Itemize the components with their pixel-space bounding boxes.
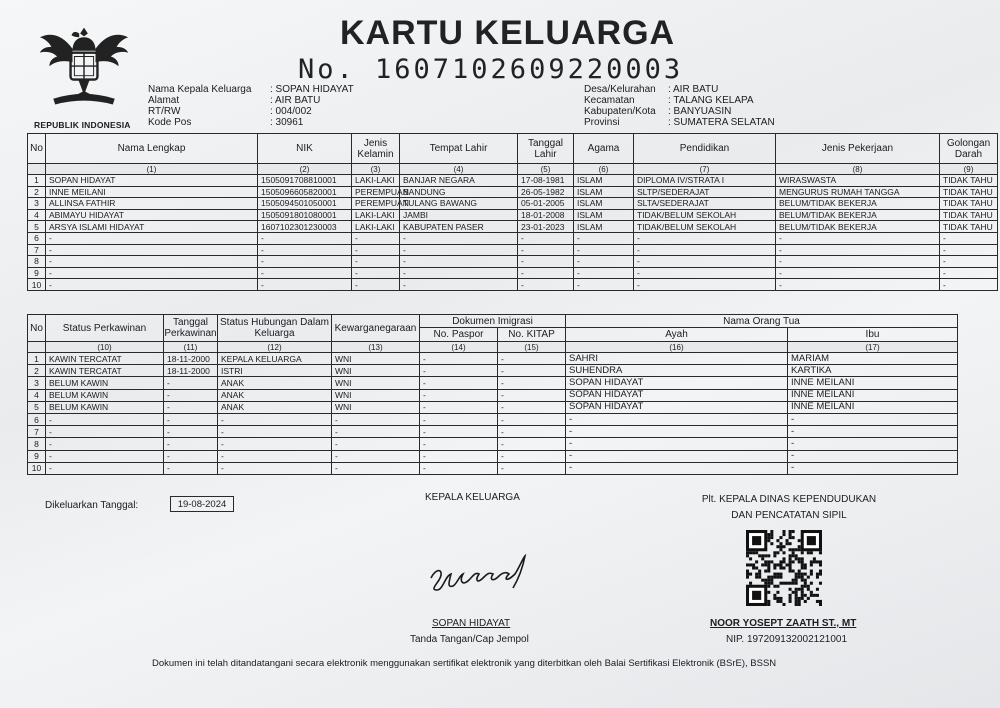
- table-cell: 10: [28, 462, 46, 474]
- table-cell: -: [46, 450, 164, 462]
- table-cell: -: [940, 244, 998, 256]
- table-cell: -: [164, 389, 218, 401]
- table-row: [28, 353, 958, 365]
- table-cell: 1: [28, 175, 46, 187]
- page-title: KARTU KELUARGA: [340, 14, 676, 52]
- table-cell: -: [634, 267, 776, 279]
- table-cell: -: [940, 279, 998, 291]
- col-header: Status Hubungan Dalam Keluarga: [218, 315, 332, 342]
- index-row: [28, 164, 998, 175]
- table-cell: -: [498, 426, 566, 438]
- table-cell: -: [566, 413, 788, 425]
- index-cell: [28, 164, 46, 175]
- index-row: [28, 342, 958, 353]
- table-cell: 2: [28, 365, 46, 377]
- table-cell: -: [776, 256, 940, 268]
- table-cell: -: [788, 462, 958, 474]
- table-cell: LAKI-LAKI: [352, 221, 400, 233]
- table-cell: -: [46, 244, 258, 256]
- table-row: [28, 413, 958, 425]
- index-cell: (6): [574, 164, 634, 175]
- table-cell: ISLAM: [574, 186, 634, 198]
- table-row: [28, 198, 998, 210]
- table-cell: 6: [28, 413, 46, 425]
- table-cell: -: [258, 256, 352, 268]
- table-cell: 2: [28, 186, 46, 198]
- table-cell: TULANG BAWANG: [400, 198, 518, 210]
- table-cell: -: [776, 232, 940, 244]
- table-cell: BELUM/TIDAK BEKERJA: [776, 209, 940, 221]
- family-members-table: [27, 133, 998, 291]
- table-cell: -: [498, 365, 566, 377]
- col-header: Pendidikan: [634, 134, 776, 164]
- col-header: Ibu: [788, 328, 958, 342]
- table-cell: -: [566, 462, 788, 474]
- index-cell: (9): [940, 164, 998, 175]
- table-cell: LAKI-LAKI: [352, 175, 400, 187]
- table-cell: -: [776, 244, 940, 256]
- table-row: [28, 244, 998, 256]
- table-row: [28, 256, 998, 268]
- table-cell: TIDAK/BELUM SEKOLAH: [634, 221, 776, 233]
- index-cell: (12): [218, 342, 332, 353]
- table-row: [28, 267, 998, 279]
- table-cell: -: [258, 279, 352, 291]
- table-cell: -: [218, 438, 332, 450]
- table-cell: SOPAN HIDAYAT: [46, 175, 258, 187]
- table-row: [28, 175, 998, 187]
- table-cell: -: [400, 232, 518, 244]
- table-cell: ARSYA ISLAMI HIDAYAT: [46, 221, 258, 233]
- table-cell: 23-01-2023: [518, 221, 574, 233]
- table-row: [28, 377, 958, 389]
- table-cell: 8: [28, 256, 46, 268]
- table-cell: 9: [28, 267, 46, 279]
- table-cell: -: [420, 365, 498, 377]
- family-status-body: [28, 342, 958, 475]
- table-cell: -: [420, 450, 498, 462]
- table-cell: -: [518, 267, 574, 279]
- table-cell: -: [400, 256, 518, 268]
- signature-label: Tanda Tangan/Cap Jempol: [410, 634, 529, 645]
- table-cell: -: [574, 279, 634, 291]
- table-cell: -: [498, 413, 566, 425]
- table-cell: -: [352, 256, 400, 268]
- table-cell: INNE MEILANI: [46, 186, 258, 198]
- col-header: No. KITAP: [498, 328, 566, 342]
- table-cell: -: [518, 244, 574, 256]
- table-cell: -: [332, 426, 420, 438]
- table-cell: -: [352, 279, 400, 291]
- table-cell: -: [940, 267, 998, 279]
- table-cell: -: [258, 267, 352, 279]
- table-row: [28, 279, 998, 291]
- table-cell: 17-08-1981: [518, 175, 574, 187]
- index-cell: (15): [498, 342, 566, 353]
- col-header: Nama Orang Tua: [566, 315, 958, 328]
- table-cell: -: [46, 438, 164, 450]
- table-cell: 1607102301230003: [258, 221, 352, 233]
- table-cell: -: [164, 462, 218, 474]
- table-cell: -: [164, 401, 218, 413]
- table-cell: -: [788, 450, 958, 462]
- table-cell: -: [420, 401, 498, 413]
- table-row: [28, 365, 958, 377]
- table-cell: ISLAM: [574, 209, 634, 221]
- table-cell: BANDUNG: [400, 186, 518, 198]
- table-cell: 1: [28, 353, 46, 365]
- table-cell: SAHRI: [566, 353, 788, 365]
- table-cell: TIDAK TAHU: [940, 198, 998, 210]
- electronic-signature-notice: Dokumen ini telah ditandatangani secara elektronik menggunakan sertifikat elektronik yang diterbitkan oleh Balai Sertifikasi Elektronik (BSrE), BSSN: [152, 658, 777, 669]
- header-label: Desa/Kelurahan: [584, 84, 656, 95]
- table-cell: ANAK: [218, 389, 332, 401]
- table-cell: MARIAM: [788, 353, 958, 365]
- head-of-family-label: KEPALA KELUARGA: [425, 492, 520, 503]
- table-cell: -: [420, 413, 498, 425]
- table-cell: 18-11-2000: [164, 353, 218, 365]
- issued-date-value: 19-08-2024: [170, 496, 234, 512]
- table-cell: LAKI-LAKI: [352, 209, 400, 221]
- table-cell: -: [788, 413, 958, 425]
- family-card-number: No. 1607102609220003: [298, 54, 684, 85]
- table-cell: 26-05-1982: [518, 186, 574, 198]
- table-cell: BANJAR NEGARA: [400, 175, 518, 187]
- country-label: REPUBLIK INDONESIA: [34, 120, 131, 130]
- table-cell: TIDAK TAHU: [940, 221, 998, 233]
- qr-code-icon: [746, 530, 822, 606]
- table-cell: 05-01-2005: [518, 198, 574, 210]
- table-row: [28, 221, 998, 233]
- table-cell: ISLAM: [574, 221, 634, 233]
- table-cell: PEREMPUAN: [352, 198, 400, 210]
- table-cell: ISLAM: [574, 198, 634, 210]
- index-cell: (17): [788, 342, 958, 353]
- table-cell: -: [634, 232, 776, 244]
- signature-icon: [425, 556, 555, 596]
- table-cell: 5: [28, 401, 46, 413]
- table-cell: 7: [28, 244, 46, 256]
- table-cell: -: [164, 450, 218, 462]
- table-cell: -: [46, 426, 164, 438]
- table-cell: BELUM KAWIN: [46, 401, 164, 413]
- index-cell: (11): [164, 342, 218, 353]
- table-cell: ANAK: [218, 401, 332, 413]
- table-cell: -: [400, 267, 518, 279]
- table-cell: BELUM/TIDAK BEKERJA: [776, 198, 940, 210]
- table-cell: WNI: [332, 377, 420, 389]
- table-cell: TIDAK/BELUM SEKOLAH: [634, 209, 776, 221]
- table-cell: -: [498, 462, 566, 474]
- header-label: Alamat: [148, 95, 180, 106]
- table-cell: -: [788, 426, 958, 438]
- header-value: : SOPAN HIDAYAT: [270, 84, 354, 95]
- table-cell: INNE MEILANI: [788, 377, 958, 389]
- table-cell: TIDAK TAHU: [940, 186, 998, 198]
- col-header: Nama Lengkap: [46, 134, 258, 164]
- header-label: Kabupaten/Kota: [584, 106, 656, 117]
- table-cell: SOPAN HIDAYAT: [566, 377, 788, 389]
- family-members-body: [28, 164, 998, 291]
- table-cell: -: [574, 232, 634, 244]
- table-cell: -: [420, 462, 498, 474]
- table-cell: -: [518, 256, 574, 268]
- table-cell: -: [518, 279, 574, 291]
- table-cell: 9: [28, 450, 46, 462]
- table-row: [28, 209, 998, 221]
- table-cell: -: [218, 413, 332, 425]
- table-cell: -: [498, 389, 566, 401]
- table-row: [28, 450, 958, 462]
- table-cell: -: [420, 438, 498, 450]
- index-cell: (16): [566, 342, 788, 353]
- table-cell: -: [498, 401, 566, 413]
- index-cell: (10): [46, 342, 164, 353]
- index-cell: (14): [420, 342, 498, 353]
- col-header: NIK: [258, 134, 352, 164]
- col-header: Status Perkawinan: [46, 315, 164, 342]
- header-value: : 30961: [270, 117, 304, 128]
- col-header: No: [28, 134, 46, 164]
- index-cell: (3): [352, 164, 400, 175]
- table-cell: -: [566, 438, 788, 450]
- table-cell: KEPALA KELUARGA: [218, 353, 332, 365]
- head-of-family-name: SOPAN HIDAYAT: [432, 618, 511, 629]
- table-cell: -: [164, 426, 218, 438]
- table-cell: -: [574, 256, 634, 268]
- index-cell: (2): [258, 164, 352, 175]
- table-cell: -: [420, 353, 498, 365]
- table-cell: 6: [28, 232, 46, 244]
- header-left-info: [148, 84, 354, 128]
- table-cell: -: [776, 267, 940, 279]
- table-row: [28, 232, 998, 244]
- table-cell: -: [400, 244, 518, 256]
- table-row: [28, 186, 998, 198]
- table-cell: -: [498, 450, 566, 462]
- table-cell: KAWIN TERCATAT: [46, 365, 164, 377]
- table-cell: -: [46, 256, 258, 268]
- official-name: NOOR YOSEPT ZAATH ST., MT: [710, 618, 857, 629]
- table-cell: 8: [28, 438, 46, 450]
- table-cell: 5: [28, 221, 46, 233]
- table-cell: SLTP/SEDERAJAT: [634, 186, 776, 198]
- table-cell: -: [566, 426, 788, 438]
- index-cell: (1): [46, 164, 258, 175]
- table-header-row: [28, 315, 958, 328]
- garuda-emblem-icon: [36, 20, 132, 116]
- table-cell: -: [352, 232, 400, 244]
- table-cell: -: [258, 244, 352, 256]
- col-header: Dokumen Imigrasi: [420, 315, 566, 328]
- table-cell: INNE MEILANI: [788, 401, 958, 413]
- table-cell: -: [788, 438, 958, 450]
- table-row: [28, 389, 958, 401]
- table-cell: -: [634, 256, 776, 268]
- table-cell: 18-01-2008: [518, 209, 574, 221]
- table-cell: KAWIN TERCATAT: [46, 353, 164, 365]
- table-cell: WNI: [332, 365, 420, 377]
- index-cell: (4): [400, 164, 518, 175]
- table-row: [28, 426, 958, 438]
- table-cell: 7: [28, 426, 46, 438]
- col-header: Ayah: [566, 328, 788, 342]
- table-cell: 10: [28, 279, 46, 291]
- table-cell: SLTA/SEDERAJAT: [634, 198, 776, 210]
- header-value: : SUMATERA SELATAN: [668, 117, 775, 128]
- header-value: : AIR BATU: [270, 95, 321, 106]
- table-cell: BELUM/TIDAK BEKERJA: [776, 221, 940, 233]
- official-title: Plt. KEPALA DINAS KEPENDUDUKAN DAN PENCATATAN SIPIL: [701, 494, 877, 521]
- table-cell: -: [164, 377, 218, 389]
- table-cell: 18-11-2000: [164, 365, 218, 377]
- table-cell: -: [332, 438, 420, 450]
- table-cell: PEREMPUAN: [352, 186, 400, 198]
- col-header: Kewarganegaraan: [332, 315, 420, 342]
- table-cell: -: [164, 413, 218, 425]
- table-cell: ALLINSA FATHIR: [46, 198, 258, 210]
- header-value: : 004/002: [270, 106, 312, 117]
- table-cell: ISLAM: [574, 175, 634, 187]
- col-header: Jenis Kelamin: [352, 134, 400, 164]
- table-cell: -: [634, 244, 776, 256]
- table-cell: -: [940, 232, 998, 244]
- index-cell: [28, 342, 46, 353]
- table-cell: -: [258, 232, 352, 244]
- table-cell: -: [352, 244, 400, 256]
- table-cell: -: [352, 267, 400, 279]
- table-cell: -: [940, 256, 998, 268]
- col-header: Tanggal Lahir: [518, 134, 574, 164]
- table-cell: 1505096605820001: [258, 186, 352, 198]
- table-cell: -: [498, 438, 566, 450]
- table-cell: TIDAK TAHU: [940, 209, 998, 221]
- table-cell: MENGURUS RUMAH TANGGA: [776, 186, 940, 198]
- col-header: Jenis Pekerjaan: [776, 134, 940, 164]
- table-cell: WNI: [332, 389, 420, 401]
- table-row: [28, 462, 958, 474]
- table-cell: -: [574, 244, 634, 256]
- table-cell: SOPAN HIDAYAT: [566, 389, 788, 401]
- table-cell: WNI: [332, 353, 420, 365]
- issued-date-label: Dikeluarkan Tanggal:: [45, 500, 139, 511]
- table-cell: 1505094501050001: [258, 198, 352, 210]
- table-cell: KARTIKA: [788, 365, 958, 377]
- table-cell: ANAK: [218, 377, 332, 389]
- header-label: RT/RW: [148, 106, 181, 117]
- table-cell: -: [46, 462, 164, 474]
- table-cell: -: [46, 279, 258, 291]
- table-cell: -: [420, 389, 498, 401]
- table-cell: -: [218, 450, 332, 462]
- table-cell: INNE MEILANI: [788, 389, 958, 401]
- header-value: : TALANG KELAPA: [668, 95, 754, 106]
- table-cell: SUHENDRA: [566, 365, 788, 377]
- table-cell: WIRASWASTA: [776, 175, 940, 187]
- table-cell: -: [574, 267, 634, 279]
- index-cell: (13): [332, 342, 420, 353]
- table-cell: -: [332, 413, 420, 425]
- table-cell: 4: [28, 209, 46, 221]
- table-cell: -: [776, 279, 940, 291]
- table-cell: -: [498, 353, 566, 365]
- header-value: : AIR BATU: [668, 84, 719, 95]
- table-cell: -: [46, 267, 258, 279]
- table-cell: -: [46, 413, 164, 425]
- header-label: Kode Pos: [148, 117, 192, 128]
- table-cell: ISTRI: [218, 365, 332, 377]
- header-right-info: [584, 84, 775, 128]
- index-cell: (8): [776, 164, 940, 175]
- header-label: Nama Kepala Keluarga: [148, 84, 252, 95]
- table-cell: DIPLOMA IV/STRATA I: [634, 175, 776, 187]
- table-cell: -: [518, 232, 574, 244]
- table-cell: -: [332, 450, 420, 462]
- table-row: [28, 438, 958, 450]
- table-row: [28, 401, 958, 413]
- table-cell: -: [164, 438, 218, 450]
- table-cell: 1505091801080001: [258, 209, 352, 221]
- header-value: : BANYUASIN: [668, 106, 732, 117]
- table-cell: BELUM KAWIN: [46, 377, 164, 389]
- header-label: Provinsi: [584, 117, 620, 128]
- col-header: No. Paspor: [420, 328, 498, 342]
- col-header: Tempat Lahir: [400, 134, 518, 164]
- table-header-row: [28, 134, 998, 164]
- table-cell: SOPAN HIDAYAT: [566, 401, 788, 413]
- table-cell: -: [420, 377, 498, 389]
- table-cell: -: [634, 279, 776, 291]
- header-label: Kecamatan: [584, 95, 635, 106]
- family-status-table: [27, 314, 958, 475]
- table-cell: 3: [28, 198, 46, 210]
- table-cell: WNI: [332, 401, 420, 413]
- table-cell: 4: [28, 389, 46, 401]
- col-header: No: [28, 315, 46, 342]
- official-nip: NIP. 197209132002121001: [726, 634, 848, 645]
- table-cell: -: [218, 462, 332, 474]
- index-cell: (5): [518, 164, 574, 175]
- table-cell: -: [332, 462, 420, 474]
- table-cell: 1505091708810001: [258, 175, 352, 187]
- table-cell: -: [420, 426, 498, 438]
- col-header: Agama: [574, 134, 634, 164]
- table-cell: 3: [28, 377, 46, 389]
- col-header: Golongan Darah: [940, 134, 998, 164]
- table-cell: -: [218, 426, 332, 438]
- index-cell: (7): [634, 164, 776, 175]
- table-cell: TIDAK TAHU: [940, 175, 998, 187]
- table-cell: -: [566, 450, 788, 462]
- col-header: Tanggal Perkawinan: [164, 315, 218, 342]
- table-cell: KABUPATEN PASER: [400, 221, 518, 233]
- table-cell: ABIMAYU HIDAYAT: [46, 209, 258, 221]
- table-cell: BELUM KAWIN: [46, 389, 164, 401]
- table-cell: -: [498, 377, 566, 389]
- table-cell: -: [46, 232, 258, 244]
- table-cell: JAMBI: [400, 209, 518, 221]
- table-cell: -: [400, 279, 518, 291]
